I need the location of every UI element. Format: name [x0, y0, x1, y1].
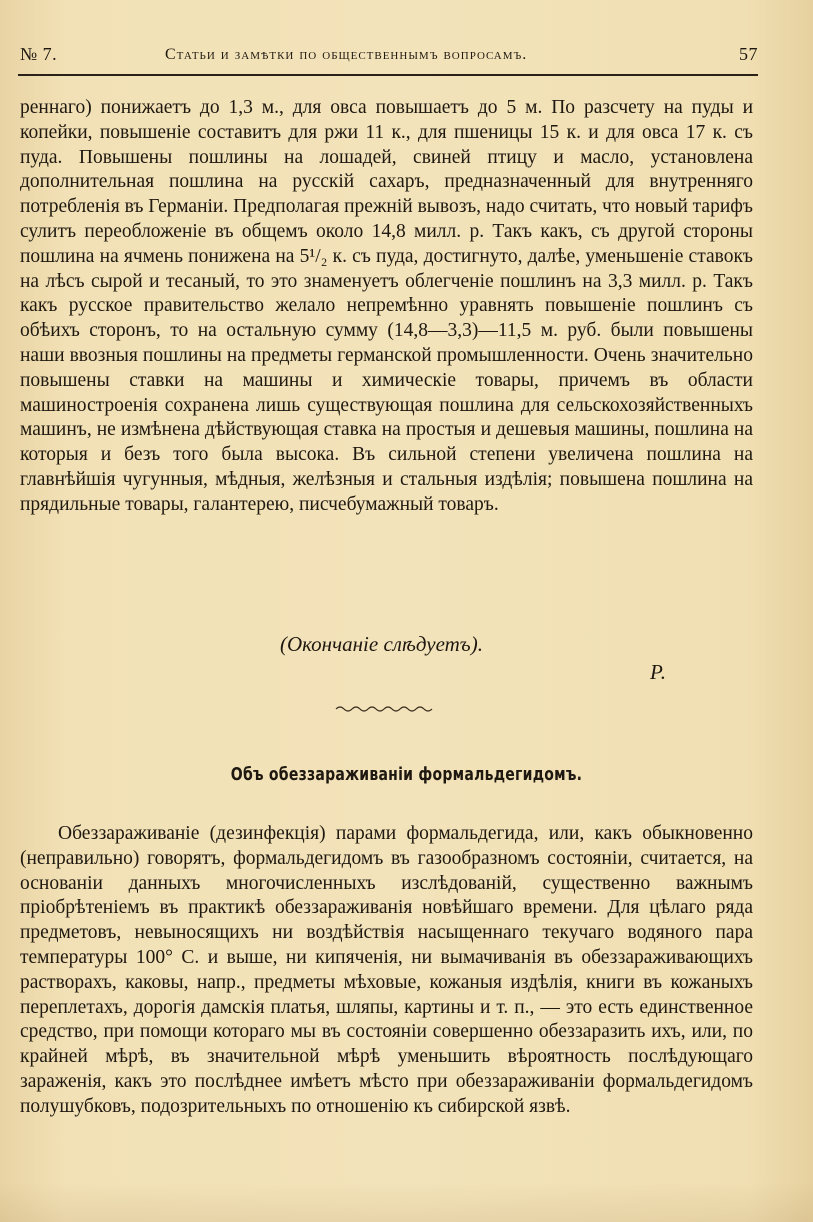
article-title: Объ обеззараживаніи формальдегидомъ.	[230, 764, 583, 785]
page-number: 57	[739, 44, 758, 64]
issue-number: № 7.	[20, 44, 58, 64]
running-head-title: Статьи и замѣтки по общественнымъ вопросамъ.	[165, 46, 528, 63]
continued-note: (Окончаніе слѣдуетъ).	[280, 632, 483, 656]
page-shadow	[0, 1182, 813, 1222]
article-paragraph: Обеззараживаніе (дезинфекція) парами формальдегида, или, какъ обыкновенно (неправильно) говорятъ, формальдегидомъ въ газообразномъ состояніи, считается, на основаніи данныхъ многочисленныхъ изслѣдованій, существенно важнымъ пріобрѣтеніемъ въ практикѣ обеззараживанія новѣйшаго времени. Для цѣлаго ряда предметовъ, невыносящихъ ни воздѣйствія насыщеннаго текучаго водяного пара температуры 100° С. и выше, ни кипяченія, ни вымачиванія въ обеззараживающихъ растворахъ, каковы, напр., предметы мѣховые, кожаныя издѣлія, книги въ кожаныхъ переплетахъ, дорогія дамскія платья, шляпы, картины и т. п., — это есть единственное средство, при помощи котораго мы въ состояніи совершенно обеззаразить ихъ, или, по крайней мѣрѣ, въ значительной мѣрѣ уменьшить вѣроятность послѣдующаго зараженія, какъ это послѣднее имѣетъ мѣсто при обеззараживаніи формальдегидомъ полушубковъ, подозрительныхъ по отношенію къ сибирской язвѣ.	[20, 823, 753, 1117]
paragraph-continued: реннаго) понижаетъ до 1,3 м., для овса повышаетъ до 5 м. По разсчету на пуды и копейки, повышеніе составитъ для ржи 11 к., для пшеницы 15 к. и для овса 17 к. съ пуда. Повышены пошлины на лошадей, свиней птицу и масло, установлена дополнительная пошлина на русскій сахаръ, предназначенный для внутренняго потребленія въ Германіи. Предполагая прежній вывозъ, надо считать, что новый тарифъ сулитъ переобложеніе въ общемъ около 14,8 милл. р. Такъ какъ, съ другой стороны пошлина на ячмень понижена на 5¹/₂ к. съ пуда, достигнуто, далѣе, уменьшеніе ставокъ на лѣсъ сырой и тесаный, то это знаменуетъ облегченіе пошлинъ на 3,3 милл. р. Такъ какъ русское правительство желало непремѣнно уравнять повышеніе пошлинъ съ обѣихъ сторонъ, то на остальную сумму (14,8—3,3)—11,5 м. руб. были повышены наши ввозныя пошлины на предметы германской промышленности. Очень значительно повышены ставки на машины и химическіе товары, причемъ въ области машиностроенія сохранена лишь существующая пошлина для сельскохозяйственныхъ машинъ, не измѣнена дѣйствующая ставка на простыя и дешевыя машины, пошлина на которыя и безъ того была высока. Въ сильной степени увеличена пошлина на главнѣйшія чугунныя, мѣдныя, желѣзныя и стальныя издѣлія; повышена пошлина на прядильные товары, галантерею, писчебумажный товаръ.	[20, 97, 753, 515]
author-signature: Р.	[650, 660, 666, 684]
running-head	[20, 44, 758, 70]
wavy-divider-ornament	[334, 703, 434, 715]
header-rule	[18, 74, 758, 76]
